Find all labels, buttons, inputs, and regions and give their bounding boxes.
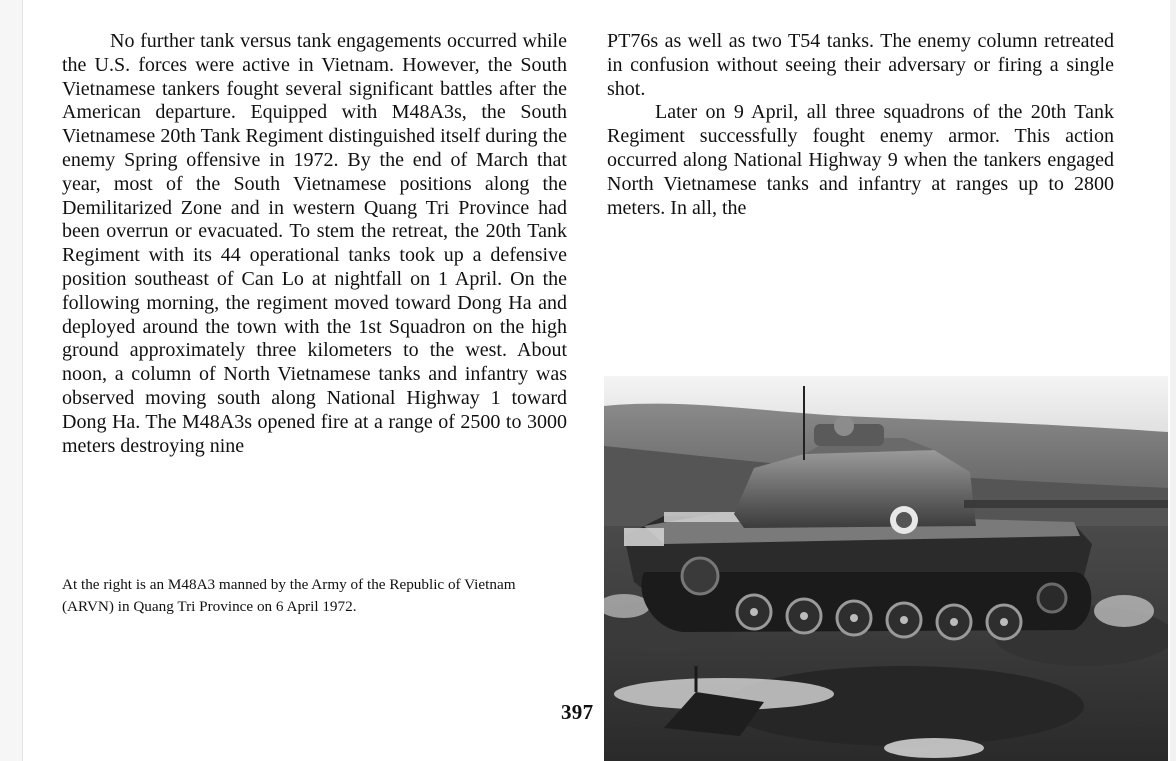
page-number: 397 [561,700,594,724]
tank-photo-illustration [604,376,1168,761]
page-right-margin [1170,0,1176,761]
right-text-column [607,30,1114,220]
left-column-paragraph: No further tank versus tank engagements occurred while the U.S. forces were active in Vietnam. However, the South Vietnamese tankers fought several significant battles after the American departure. Equipped with M48A3s, the South Vietnamese 20th Tank Regiment distinguished itself during the enemy Spring offensive in 1972. By the end of March that year, most of the South Vietnamese positions along the Demilitarized Zone and in western Quang Tri Province had been overrun or evacuated. To stem the retreat, the 20th Tank Regiment with its 44 operational tanks took up a defensive position southeast of Can Lo at nightfall on 1 April. On the following morning, the regiment moved toward Dong Ha and deployed around the town with the 1st Squadron on the high ground approximately three kilometers to the west. About noon, a column of North Vietnamese tanks and infantry was observed moving south along National Highway 1 toward Dong Ha. The M48A3s opened fire at a range of 2500 to 3000 meters destroying nine [62,30,567,457]
right-column-continuation-paragraph: PT76s as well as two T54 tanks. The enemy column retreated in confusion without seeing their adversary or firing a single shot. [607,30,1114,100]
tank-photograph [604,376,1168,761]
page-left-margin [0,0,23,761]
right-column-paragraph: Later on 9 April, all three squadrons of the 20th Tank Regiment successfully fought enemy armor. This action occurred along National Highway 9 when the tankers engaged North Vietnamese tanks and infantry at ranges up to 2800 meters. In all, the [607,101,1114,219]
photo-caption: At the right is an M48A3 manned by the Army of the Republic of Vietnam (ARVN) in Quang Tri Province on 6 April 1972. [62,576,516,615]
left-text-column [62,30,567,458]
